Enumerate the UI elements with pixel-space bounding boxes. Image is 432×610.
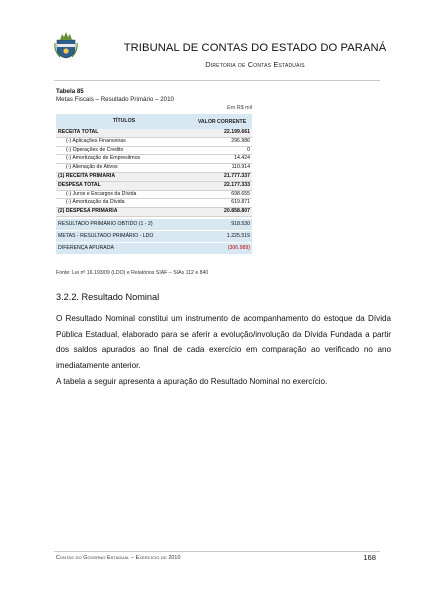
difference-value: (306.989) bbox=[192, 242, 252, 254]
row-value: 110.914 bbox=[192, 164, 252, 173]
table-row bbox=[56, 199, 252, 208]
department-subtitle: Diretoria de Contas Estaduais bbox=[205, 60, 305, 69]
table-subcaption: Metas Fiscais – Resultado Primário – 2010 bbox=[56, 96, 174, 103]
row-label: (2) DESPESA PRIMÁRIA bbox=[56, 208, 192, 217]
footer-divider bbox=[54, 551, 380, 552]
summary-row bbox=[56, 219, 252, 231]
row-label: (-) Alienação de Ativos bbox=[56, 164, 192, 173]
row-value: 14.424 bbox=[192, 155, 252, 164]
summary-value: 1.225.519 bbox=[192, 230, 252, 242]
page-number: 168 bbox=[363, 553, 376, 562]
table-row bbox=[56, 137, 252, 146]
table-row bbox=[56, 190, 252, 199]
row-label: (-) Amortização de Empresitmos bbox=[56, 155, 192, 164]
table-caption: Tabela 85 bbox=[56, 88, 84, 95]
row-label: (-) Operações de Credito bbox=[56, 146, 192, 155]
summary-label: DIFERENÇA APURADA bbox=[56, 242, 192, 254]
header-divider bbox=[54, 80, 380, 81]
table-row bbox=[56, 129, 252, 137]
table-row bbox=[56, 164, 252, 173]
row-label: (-) Amortização da Dívida bbox=[56, 199, 192, 208]
body-paragraph: A tabela a seguir apresenta a apuração do Resultado Nominal no exercício. bbox=[56, 377, 328, 386]
table-row bbox=[56, 208, 252, 217]
summary-row bbox=[56, 242, 252, 254]
table-row bbox=[56, 181, 252, 190]
row-value: 22.177.333 bbox=[192, 181, 252, 190]
table-row bbox=[56, 172, 252, 181]
body-paragraph: O Resultado Nominal constitui um instrumento de acompanhamento do estoque da Dívida Pública Estadual, elaborado para se aferir a evolução/involução da Dívida Fundada a partir dos saldos apurados ao final de cada exercício em comparação ao verificado no ano imediatamente anterior. bbox=[56, 314, 391, 370]
row-label: (-) Aplicações Financeiras bbox=[56, 137, 192, 146]
primary-result-table bbox=[56, 114, 252, 255]
section-heading: 3.2.2. Resultado Nominal bbox=[56, 292, 160, 302]
footer-text: Contas do Governo Estadual – Exercício de 2010 bbox=[56, 555, 181, 561]
row-label: (-) Juros e Encargos da Dívida bbox=[56, 190, 192, 199]
institution-title: TRIBUNAL DE CONTAS DO ESTADO DO PARANÁ bbox=[123, 42, 387, 54]
summary-label: METAS - RESULTADO PRIMÁRIO - LDO bbox=[56, 230, 192, 242]
table-row bbox=[56, 155, 252, 164]
table-source-note: Fonte: Lei nº 16.193/09 (LDO) e Relatórios SIAF – SIAs 112 e 840 bbox=[56, 270, 209, 276]
row-value: 20.858.807 bbox=[192, 208, 252, 217]
row-value: 21.777.337 bbox=[192, 172, 252, 181]
column-header-titles: TÍTULOS bbox=[56, 114, 192, 129]
row-label: RECEITA TOTAL bbox=[56, 129, 192, 137]
row-value: 296.986 bbox=[192, 137, 252, 146]
summary-label: RESULTADO PRIMÁRIO OBTIDO (1 - 2) bbox=[56, 219, 192, 231]
row-value: 619.871 bbox=[192, 199, 252, 208]
table-header-row bbox=[56, 114, 252, 129]
summary-row bbox=[56, 230, 252, 242]
row-value: 0 bbox=[192, 146, 252, 155]
table-unit: Em R$ mil bbox=[227, 105, 252, 111]
row-value: 698.655 bbox=[192, 190, 252, 199]
row-value: 22.199.661 bbox=[192, 129, 252, 137]
summary-value: 918.530 bbox=[192, 219, 252, 231]
column-header-value: VALOR CORRENTE bbox=[192, 114, 252, 129]
row-label: DESPESA TOTAL bbox=[56, 181, 192, 190]
table-row bbox=[56, 146, 252, 155]
row-label: (1) RECEITA PRIMÁRIA bbox=[56, 172, 192, 181]
